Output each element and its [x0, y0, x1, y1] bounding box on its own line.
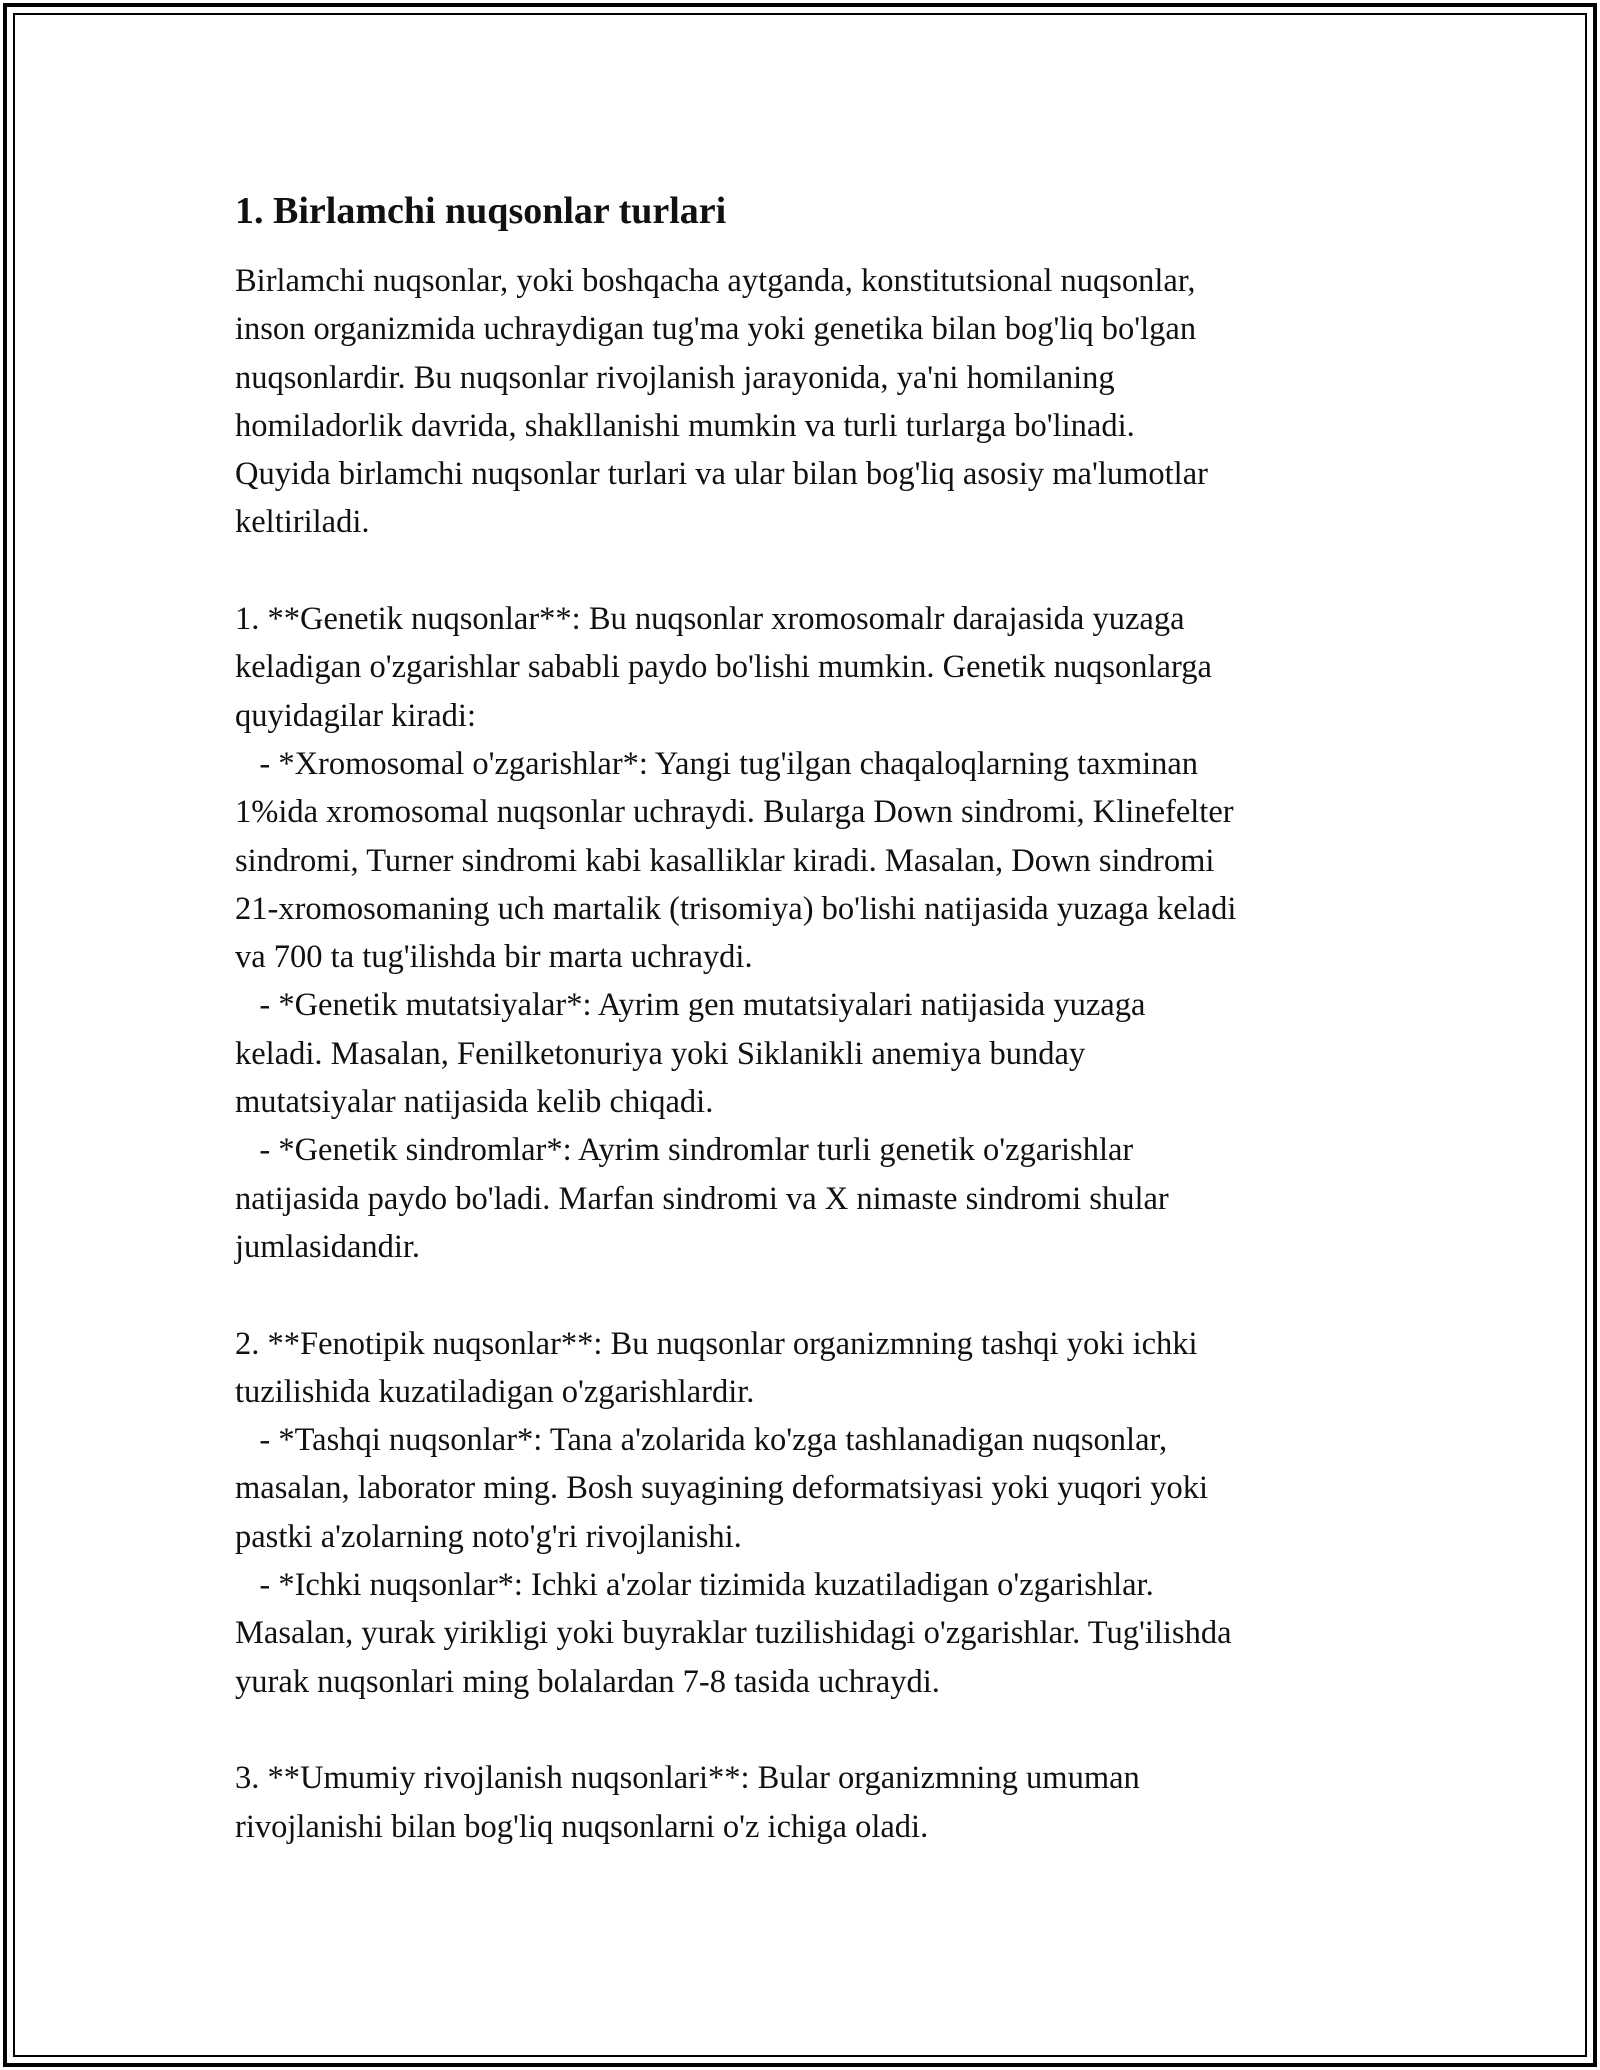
text-line: sindromi, Turner sindromi kabi kasalliklar kiradi. Masalan, Down sindromi — [235, 842, 1215, 879]
blank-line — [235, 1271, 1375, 1319]
text-line: quyidagilar kiradi: — [235, 697, 476, 734]
section-title: 1. Birlamchi nuqsonlar turlari — [235, 190, 727, 232]
text-line: keltiriladi. — [235, 504, 370, 541]
text-line: va 700 ta tug'ilishda bir marta uchraydi. — [235, 939, 753, 976]
text-line: 1%ida xromosomal nuqsonlar uchraydi. Bularga Down sindromi, Klinefelter — [235, 794, 1234, 831]
text-block — [235, 257, 1375, 1851]
text-line: homiladorlik davrida, shakllanishi mumkin va turli turlarga bo'linadi. — [235, 407, 1135, 444]
text-line: nuqsonlardir. Bu nuqsonlar rivojlanish jarayonida, ya'ni homilaning — [235, 359, 1115, 396]
blank-line — [235, 1706, 1375, 1754]
text-line: keladigan o'zgarishlar sababli paydo bo'lishi mumkin. Genetik nuqsonlarga — [235, 649, 1212, 686]
text-line: 21-xromosomaning uch martalik (trisomiya) bo'lishi natijasida yuzaga keladi — [235, 890, 1237, 927]
text-line: Quyida birlamchi nuqsonlar turlari va ular bilan bog'liq asosiy ma'lumotlar — [235, 456, 1208, 493]
text-line: tuzilishida kuzatiladigan o'zgarishlardir. — [235, 1373, 755, 1410]
text-line: - *Xromosomal o'zgarishlar*: Yangi tug'ilgan chaqaloqlarning taxminan — [235, 745, 1199, 782]
text-line: rivojlanishi bilan bog'liq nuqsonlarni o'z ichiga oladi. — [235, 1808, 929, 1845]
text-line: natijasida paydo bo'ladi. Marfan sindromi va X nimaste sindromi shular — [235, 1180, 1169, 1217]
text-line: - *Genetik sindromlar*: Ayrim sindromlar turli genetik o'zgarishlar — [235, 1132, 1134, 1169]
text-line: Birlamchi nuqsonlar, yoki boshqacha aytganda, konstitutsional nuqsonlar, — [235, 263, 1196, 299]
text-line: - *Tashqi nuqsonlar*: Tana a'zolarida ko'zga tashlanadigan nuqsonlar, — [235, 1422, 1168, 1459]
text-line: pastki a'zolarning noto'g'ri rivojlanishi. — [235, 1518, 742, 1555]
text-line: jumlasidandir. — [235, 1228, 421, 1265]
text-line: masalan, laborator ming. Bosh suyagining deformatsiyasi yoki yuqori yoki — [235, 1470, 1209, 1507]
text-line: 3. **Umumiy rivojlanish nuqsonlari**: Bular organizmning umuman — [235, 1760, 1140, 1797]
text-line: 2. **Fenotipik nuqsonlar**: Bu nuqsonlar organizmning tashqi yoki ichki — [235, 1325, 1198, 1362]
document-body — [235, 185, 1375, 1851]
text-line: inson organizmida uchraydigan tug'ma yoki genetika bilan bog'liq bo'lgan — [235, 311, 1197, 348]
text-line: - *Genetik mutatsiyalar*: Ayrim gen mutatsiyalari natijasida yuzaga — [235, 987, 1146, 1024]
text-line: - *Ichki nuqsonlar*: Ichki a'zolar tizimida kuzatiladigan o'zgarishlar. — [235, 1567, 1154, 1604]
text-line: yurak nuqsonlari ming bolalardan 7-8 tasida uchraydi. — [235, 1663, 940, 1700]
text-line: Masalan, yurak yirikligi yoki buyraklar tuzilishidagi o'zgarishlar. Tug'ilishda — [235, 1615, 1232, 1652]
text-line: keladi. Masalan, Fenilketonuriya yoki Siklanikli anemiya bunday — [235, 1035, 1086, 1072]
blank-line — [235, 547, 1375, 595]
text-line: 1. **Genetik nuqsonlar**: Bu nuqsonlar xromosomalr darajasida yuzaga — [235, 601, 1185, 638]
text-line: mutatsiyalar natijasida kelib chiqadi. — [235, 1084, 714, 1121]
